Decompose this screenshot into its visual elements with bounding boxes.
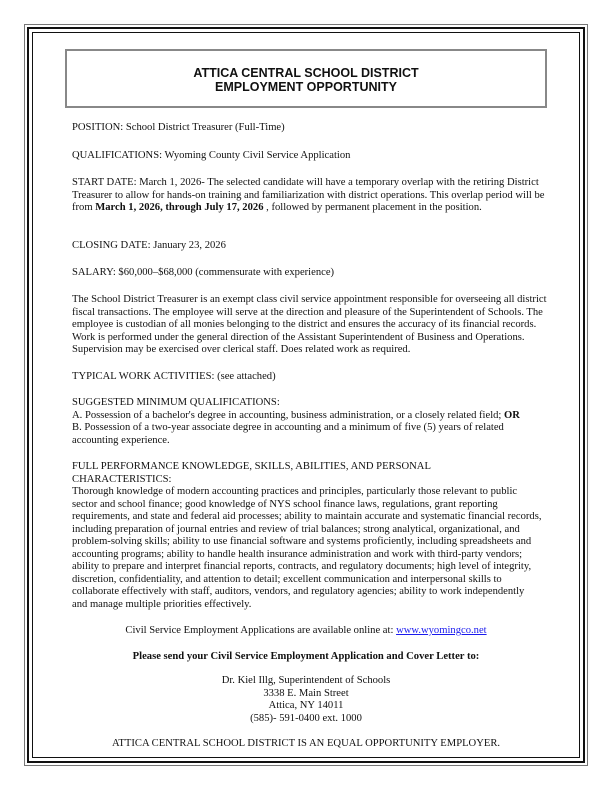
position-label: POSITION — [72, 122, 121, 133]
qualifications-label: QUALIFICATIONS — [72, 150, 160, 161]
salary-field: SALARY: $60,000–$68,000 (commensurate with experience) — [72, 267, 335, 278]
description-paragraph: The School District Treasurer is an exempt class civil service appointment responsible for overseeing all district fiscal transactions. The employee will serve at the direction and pleasure of the Superintendent of Schools. The employee is custodian of all monies belonging to the district and ensures the accuracy of its financial records. Work is performed under the general direction of the Assistant Superintendent of Business and Operations. Supervision may be exercised over clerical staff. Does related work as required. — [72, 294, 547, 355]
ksa-body: Thorough knowledge of modern accounting practices and principles, particularly those relevant to public sector and school finance; good knowledge of NYS school finance laws, regulations, grant reporting requirements, and state and federal aid processes; ability to maintain accurate and systematic financial records, including preparation of journal entries and review of trial balances; strong analytical, organizational, and problem-solving skills; ability to use financial software and systems proficiently, including spreadsheets and accounting programs; ability to handle health insurance administration and work with third-party vendors; ability to prepare and interpret financial reports, contracts, and regulatory documents; high level of integrity, discretion, confidentiality, and attention to detail; excellent communication and interpersonal skills to collaborate effectively with staff, auditors, vendors, and regulatory agencies; ability to work independently and manage multiple priorities effectively. — [72, 486, 542, 610]
qualifications-field: QUALIFICATIONS: Wyoming County Civil Service Application — [72, 150, 351, 161]
start-date-label: START DATE — [72, 177, 134, 188]
start-date-tail: , followed by permanent placement in the position. — [263, 202, 482, 213]
title-line-1: ATTICA CENTRAL SCHOOL DISTRICT — [193, 66, 419, 80]
applications-text: Civil Service Employment Applications are available online at: — [125, 625, 397, 636]
wyomingco-link[interactable]: www.wyomingco.net — [396, 625, 487, 636]
mailing-address — [72, 675, 540, 725]
typical-activities-field: TYPICAL WORK ACTIVITIES: (see attached) — [72, 371, 276, 382]
salary-value: $60,000–$68,000 (commensurate with experience) — [118, 267, 335, 278]
send-instructions: Please send your Civil Service Employment Application and Cover Letter to: — [132, 651, 480, 662]
address-city: Attica, NY 14011 — [268, 700, 344, 711]
title-box — [65, 49, 547, 108]
closing-date-value: January 23, 2026 — [153, 240, 226, 251]
applications-line — [72, 625, 540, 638]
page-border-inner — [32, 32, 580, 758]
min-quals-b: B. Possession of a two-year associate degree in accounting and a minimum of five (5) years of related accounting experience. — [72, 422, 504, 446]
address-street: 3338 E. Main Street — [263, 687, 349, 699]
closing-date-label: CLOSING DATE — [72, 240, 148, 251]
title-line-2: EMPLOYMENT OPPORTUNITY — [215, 80, 397, 94]
closing-date-field: CLOSING DATE: January 23, 2026 — [72, 240, 226, 251]
typical-value: (see attached) — [217, 371, 276, 382]
address-name: Dr. Kiel Illg, Superintendent of Schools — [221, 675, 391, 686]
address-phone: (585)- 591-0400 ext. 1000 — [250, 712, 362, 724]
min-quals-a: A. Possession of a bachelor's degree in accounting, business administration, or a closely related field; — [72, 409, 505, 421]
ksa-heading: FULL PERFORMANCE KNOWLEDGE, SKILLS, ABILITIES, AND PERSONAL CHARACTERISTICS: — [72, 461, 431, 485]
typical-label: TYPICAL WORK ACTIVITIES — [72, 371, 212, 382]
eeo-statement: ATTICA CENTRAL SCHOOL DISTRICT IS AN EQUAL OPPORTUNITY EMPLOYER. — [111, 738, 501, 749]
position-field: POSITION: School District Treasurer (Full-Time) — [72, 122, 285, 133]
salary-label: SALARY — [72, 267, 113, 278]
position-value: School District Treasurer (Full-Time) — [125, 122, 285, 133]
qualifications-value: Wyoming County Civil Service Application — [164, 150, 351, 161]
overlap-period: March 1, 2026, through July 17, 2026 — [95, 202, 264, 213]
min-qualifications-section — [72, 397, 547, 447]
min-quals-heading: SUGGESTED MINIMUM QUALIFICATIONS: — [72, 397, 280, 408]
min-quals-or: OR — [504, 409, 520, 421]
start-date-field: START DATE: March 1, 2026- The selected candidate will have a temporary overlap with the retiring District Treasurer to allow for hands-on training and familiarization with district operations. This overlap period will be from March 1, 2026, through July 17, 2026 , followed by permanent placement in the position. — [72, 177, 545, 213]
start-date-value: March 1, 2026- The selected candidate will have a temporary overlap with the retiring District Treasurer to allow for hands-on training and familiarization with district operations. This overlap period will be from — [72, 177, 545, 213]
ksa-section — [72, 461, 542, 611]
